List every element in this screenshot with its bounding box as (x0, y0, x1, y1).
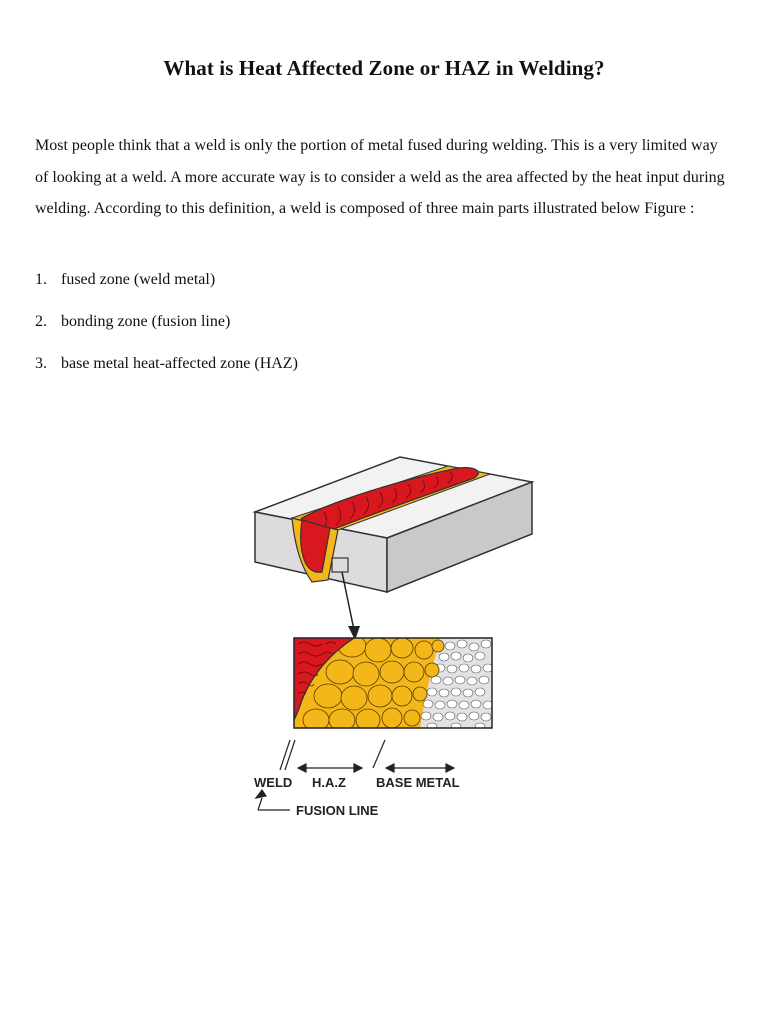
weld-diagram (240, 450, 540, 830)
list-item (35, 307, 298, 349)
list-item-number: 3. (35, 355, 47, 372)
list-item-number: 1. (35, 271, 47, 288)
intro-paragraph: Most people think that a weld is only the portion of metal fused during welding. This is a very limited way of looking at a weld. A more accurate way is to consider a weld as the area affected by the heat input during welding. According to this definition, a weld is composed of three main parts illustrated below Figure : (35, 137, 725, 217)
label-base-metal: BASE METAL (376, 775, 460, 790)
list-item (35, 349, 298, 391)
list-item-text: fused zone (weld metal) (61, 271, 216, 288)
label-haz: H.A.Z (312, 775, 346, 790)
label-fusion-line: FUSION LINE (296, 803, 379, 818)
list-item-number: 2. (35, 313, 47, 330)
weld-figure (240, 450, 540, 830)
list-item (35, 265, 298, 307)
label-weld: WELD (254, 775, 293, 790)
weld-plate (255, 457, 532, 592)
weld-parts-list (35, 265, 298, 391)
list-item-text: base metal heat-affected zone (HAZ) (61, 355, 298, 372)
microstructure-panel (294, 635, 493, 731)
list-item-text: bonding zone (fusion line) (61, 313, 231, 330)
page-title: What is Heat Affected Zone or HAZ in Welding? (163, 56, 605, 80)
